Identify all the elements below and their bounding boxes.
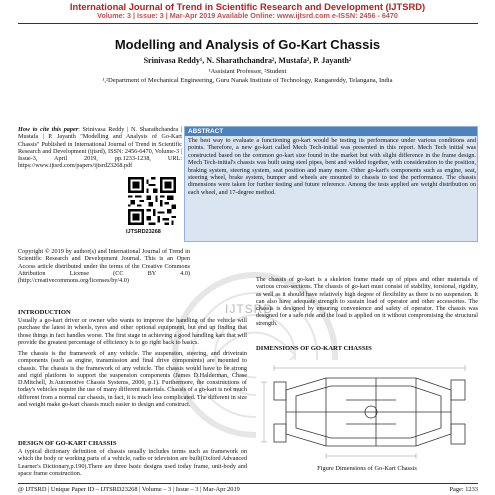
design-paragraph-1: A typical dictionary definition of chassis usually includes terms such as framework on which the body or working parts of a vehicle, radio or television are built(Oxford Advanced Learner's Dictionary,p.190).There are three basic designs used today frame, unit-body and space frame construction. xyxy=(18,448,247,477)
page-footer xyxy=(18,486,478,493)
journal-title: International Journal of Trend in Scientific Research and Development (IJTSRD) xyxy=(69,1,426,12)
dimensions-heading: DIMENSIONS OF GO-KART CHASSIS xyxy=(256,345,372,352)
footer-paper-info: @ IJTSRD | Unique Paper ID – IJTSRD23268 | Volume – 3 | Issue – 3 | Mar-Apr 2019 xyxy=(18,486,240,493)
abstract-text: The best way to evaluate a functioning go-kart would be testing its performance under various conditions and points. Therefore, a new go-kart called Mech Tech-initial was presented in this report. Mech Tech initial was constructed based on the common go-kart size found in the market but with slight difference in the frame design. Mech Tech-initial's chassis was built using steel pipes, bent and welded together, with consideration to the position, braking system, steering system, seat position and many more. Other go-kart's components such as engine, seat, steering wheel, brake system, bumper and wheels are mounted to chassis to test the performance. The chassis dimensions were taken for further testing and future reference. Among the tests applied are weight distribution on each wheel, and 17-degree method. xyxy=(188,137,476,196)
chassis-dimension-drawing xyxy=(256,360,478,464)
citation-text: : Srinivasa Reddy | N. Sharathchandra | Mustafa | P. Jayanth "Modelling and Analysis of Go-Kart Chassis" Published in International Journal of Trend in Scientific Research and Development (ijtsrd), ISSN: 2456-6470, Volume-3 | Issue-3, April 2019, pp.1233-1238, URL: https://www.ijtsrd.com/papers/ijtsrd23268.pdf xyxy=(18,126,182,170)
header-rule xyxy=(18,23,478,24)
qr-code-icon xyxy=(128,175,176,227)
copyright-notice: Copyright © 2019 by author(s) and International Journal of Trend in Scientific Research and Development Journal. This is an Open Access article distributed under the terms of the Creative Commons Attribution License (CC BY 4.0) (http://creativecommons.org/licenses/by/4.0) xyxy=(18,248,190,285)
watermark-text: IJTSRD xyxy=(225,302,273,316)
author-roles: ¹Assistant Professor, ²Student xyxy=(208,68,287,75)
design-heading: DESIGN OF GO-KART CHASSIS xyxy=(18,440,117,447)
page-number: Page: 1233 xyxy=(449,486,478,493)
citation-label: How to cite this paper xyxy=(18,126,79,133)
author-affiliation: ¹,²Department of Mechanical Engineering, Guru Nanak Institute of Technology, Rangareddy, Telangana, India xyxy=(102,77,393,84)
footer-rule xyxy=(18,483,478,484)
introduction-paragraph-2: The chassis is the framework of any vehicle. The suspension, steering, and drivetrain components (such as engine, transmission and final drive components) are mounted to chassis. The chassis is the framework of any vehicle. The chassis would have to be strong and rigid platform to support the suspension components (James D.Halderman, Chase D.Mitchell, Jr.Automotive Chassis Systems, 2000, p.1). Furthermore, the constructions of today's vehicles require the use of many different materials. Chassis of a go-kart is not much different from a normal car chassis, in fact, it is much less complicated. The different in size and weight make go-kart chassis much easier to design and construct. xyxy=(18,350,247,409)
abstract-box xyxy=(184,126,478,242)
introduction-heading: INTRODUCTION xyxy=(18,309,71,316)
citation-block xyxy=(18,126,182,170)
journal-header xyxy=(0,2,495,20)
figure-caption: Figure Dimensions of Go-Kart Chassis xyxy=(317,465,417,472)
qr-code-label: IJTSRD23268 xyxy=(126,229,161,235)
paper-authors: Srinivasa Reddy¹, N. Sharathchandra², Mustafa², P. Jayanth² xyxy=(143,56,352,65)
introduction-paragraph-1: Usually a go-kart driver or owner who wants to improve the handling of the vehicle will purchase the latest in wheels, tyres and other optional equipment, but end up finding that those things in fact handles worse. The first stage in achieving a good handling kart that will provide the greatest percentage of efficiency is to go right back to basics. xyxy=(18,317,247,346)
abstract-heading: ABSTRACT xyxy=(185,127,477,136)
journal-issue-line: Volume: 3 | Issue: 3 | Mar-Apr 2019 Available Online: www.ijtsrd.com e-ISSN: 2456 - 6470 xyxy=(97,11,398,20)
chassis-paragraph: The chassis of go-kart is a skeleton frame made up of pipes and other materials of various cross-sections. The chassis of go-kart must consist of stability, torsional, rigidity, as well as it should have relatively high degree of flexibility as there is no suspension. It can also have adequate strength to sustain load of operator and other accessories. The chassis is designed by ensuring convenience and safety of operator. The chassis was designed for a safe ride and the load is applied on it without compromising the structural strength. xyxy=(256,276,478,327)
paper-title: Modelling and Analysis of Go-Kart Chassis xyxy=(114,37,381,52)
